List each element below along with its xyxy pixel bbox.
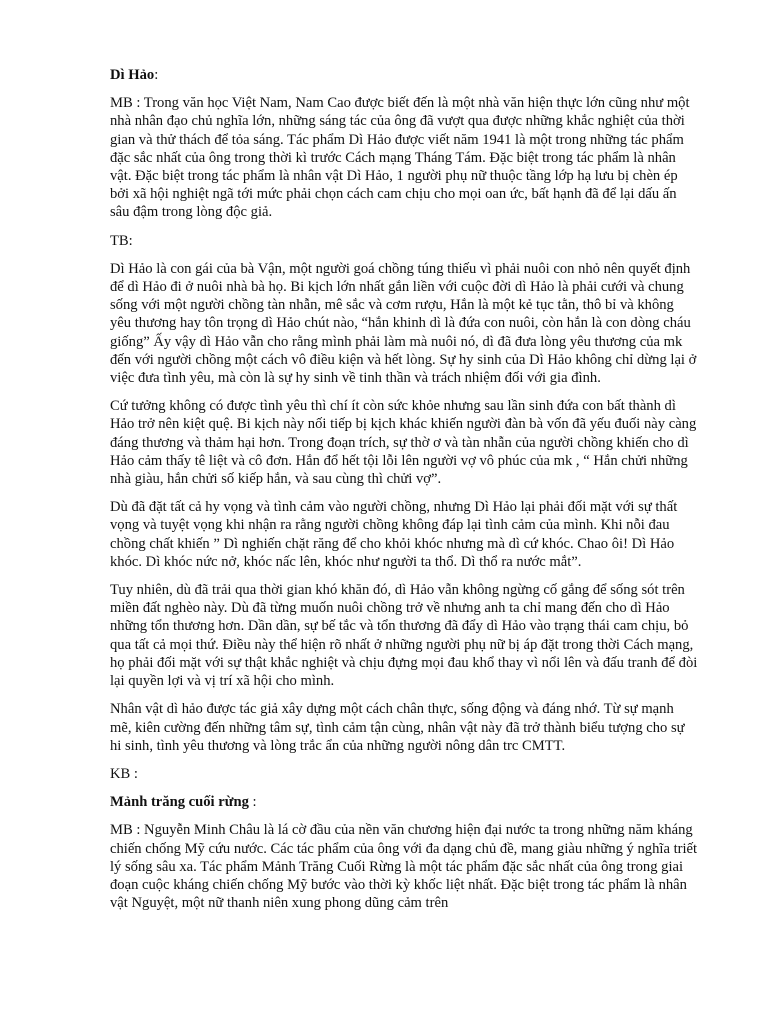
- body-paragraph: Nhân vật dì hảo được tác giả xây dựng một cách chân thực, sống động và đáng nhớ. Từ sự mạnh mẽ, kiên cường đến những tâm sự, tình cảm tận cùng, nhân vật này đã trở thành biểu tượng cho sự hi sinh, tình yêu thương và lòng trắc ẩn của những người nông dân trc CMTT.: [110, 701, 685, 754]
- section-title-suffix: :: [248, 794, 257, 811]
- body-paragraph: Tuy nhiên, dù đã trải qua thời gian khó khăn đó, dì Hảo vẫn không ngừng cố gắng để sống sót trên miền đất nghèo này. Dù đã từng muốn nuôi chồng trở về nhưng anh ta chỉ mang đến cho dì Hảo những tổn thương hơn. Dần dần, sự bế tắc và tổn thương đã đẩy dì Hảo vào trạng thái cam chịu, bỏ qua tất cả mọi thứ. Điều này thể hiện rõ nhất ở những người phụ nữ bị áp đặt trong thời Cách mạng, họ phải đối mặt với sự thật khắc nghiệt và chịu đựng mọi đau khổ thay vì nổi lên và đấu tranh để đòi lại quyền lợi và vị trí xã hội cho mình.: [110, 582, 698, 690]
- body-paragraph: Dù đã đặt tất cả hy vọng và tình cảm vào người chồng, nhưng Dì Hảo lại phải đối mặt với sự thất vọng và tuyệt vọng khi nhận ra rằng người chồng không đáp lại tình cảm của mình. Khi nỗi đau chồng chất khiến ” Dì nghiến chặt răng để cho khỏi khóc nhưng mà dì cứ khóc. Chao ôi! Dì Hảo khóc. Dì khóc nức nở, khóc nấc lên, khóc như người ta thổ. Dì thổ ra nước mắt”.: [110, 499, 678, 570]
- section-heading-manh-trang: [110, 793, 698, 811]
- body-label-tb: TB:: [110, 232, 133, 249]
- section-heading-di-hao: [110, 66, 698, 84]
- intro-paragraph-mb: MB : Trong văn học Việt Nam, Nam Cao được biết đến là một nhà văn hiện thực lớn cũng như một nhà nhân đạo chủ nghĩa lớn, những sáng tác của ông đã vượt qua được những khắc nghiệt của thời gian và thử thách để tỏa sáng. Tác phẩm Dì Hảo được viết năm 1941 là một trong những tác phẩm đặc sắc nhất của ông trong thời kì trước Cách mạng Tháng Tám. Đặc biệt trong tác phẩm là nhân vật. Đặc biệt trong tác phẩm là nhân vật Dì Hảo, 1 người phụ nữ thuộc tầng lớp hạ lưu bị chèn ép bởi xã hội nghiệt ngã tới mức phải chọn cách cam chịu cho mọi oan ức, bất hạnh đã để lại dấu ấn sâu đậm trong lòng độc giả.: [110, 95, 690, 221]
- section-title: Mảnh trăng cuối rừng: [110, 794, 249, 811]
- body-paragraph: Dì Hảo là con gái của bà Vận, một người goá chồng túng thiếu vì phải nuôi con nhỏ nên quyết định để dì Hảo đi ở nuôi nhà bà họ. Bi kịch lớn nhất gắn liền với cuộc đời dì Hảo là phải cưới và chung sống với một người chồng tàn nhẫn, mê sắc và cơm rượu, Hắn là một kẻ tục tằn, thô bỉ và không yêu thương hay tôn trọng dì Hảo chút nào, “hắn khinh dì là đứa con nuôi, còn hắn là con dòng cháu giống” Ấy vậy dì Hảo vẫn cho rằng mình phải làm mà nuôi nó, dì đã đưa lòng yêu thương của mk đến với người chồng một cách vô điều kiện và hết lòng. Sự hy sinh của Dì Hảo không chỉ dừng lại ở việc đưa tình yêu, mà còn là sự hy sinh về tinh thần và trách nhiệm đối với gia đình.: [110, 260, 697, 387]
- section-title-suffix: :: [154, 67, 159, 83]
- section-title: Dì Hảo: [110, 67, 155, 83]
- document-page: [110, 66, 698, 922]
- conclusion-label-kb: KB :: [110, 765, 138, 782]
- intro-paragraph-mb: MB : Nguyễn Minh Châu là lá cờ đầu của nền văn chương hiện đại nước ta trong những năm kháng chiến chống Mỹ cứu nước. Các tác phẩm của ông với đa dạng chủ đề, mang giàu những ý nghĩa triết lý sống sâu xa. Tác phẩm Mảnh Trăng Cuối Rừng là một tác phẩm đặc sắc nhất của ông trong giai đoạn cuộc kháng chiến chống Mỹ bước vào thời kỳ khốc liệt nhất. Đặc biệt trong tác phẩm là nhân vật Nguyệt, một nữ thanh niên xung phong dũng cảm trên: [110, 822, 698, 912]
- body-paragraph: Cứ tưởng không có được tình yêu thì chí ít còn sức khỏe nhưng sau lần sinh đứa con bất thành dì Hảo trở nên kiệt quệ. Bi kịch này nối tiếp bị kịch khác khiến người đàn bà vốn đã yếu đuối này càng đáng thương và thảm hại hơn. Trong đoạn trích, sự thờ ơ và tàn nhẫn của người chồng khiến cho dì Hảo cảm thấy tê liệt và cô đơn. Hắn đổ hết tội lỗi lên người vợ vô phúc của mk , “ Hắn chửi những nhà giàu, hắn chửi số kiếp hắn, và sau cùng thì chửi vợ”.: [110, 398, 697, 488]
